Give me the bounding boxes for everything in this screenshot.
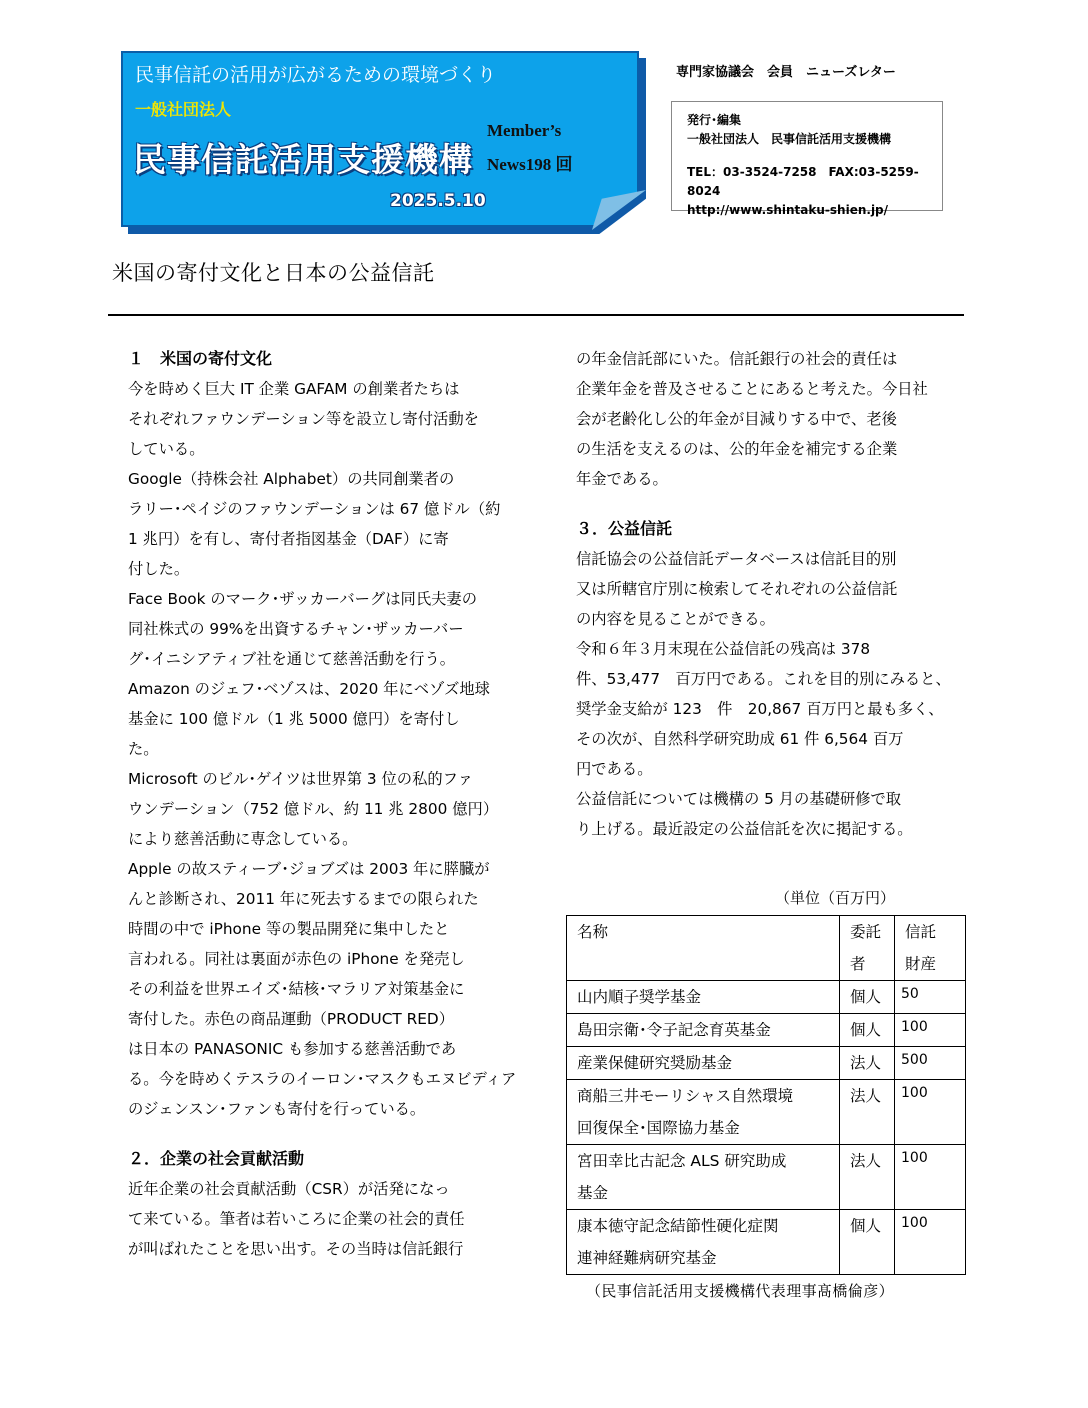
cell-line: 回復保全･国際協力基金 (577, 1119, 740, 1137)
paragraph (128, 584, 528, 674)
text-line: 又は所轄官庁別に検索してそれぞれの公益信託 (576, 580, 898, 598)
issue-date: 2025.5.10 (390, 191, 486, 211)
right-column (576, 344, 976, 844)
text-line: 令和６年３月末現在公益信託の残高は 378 (576, 640, 871, 658)
text-line: 円である。 (576, 760, 653, 778)
table-row (567, 1014, 966, 1047)
text-line: た。 (128, 740, 159, 758)
public-trust-table (566, 915, 966, 1275)
text-line: その利益を世界エイズ･結核･マラリア対策基金に (128, 980, 465, 998)
paragraph (576, 784, 976, 844)
text-line: が叫ばれたことを思い出す。その当時は信託銀行 (128, 1240, 464, 1258)
publisher-label: 発行･編集 (687, 113, 742, 127)
text-line: ラリー･ペイジのファウンデーションは 67 億ドル（約 (128, 500, 501, 518)
publisher-url[interactable]: http://www.shintaku-shien.jp/ (687, 203, 889, 217)
cell-line: 宮田幸比古記念 ALS 研究助成 (577, 1152, 787, 1170)
paragraph (128, 374, 528, 464)
text-line: のジェンスン･ファンも寄付を行っている。 (128, 1100, 426, 1118)
section-1-heading: １ 米国の寄付文化 (128, 349, 273, 368)
text-line: の内容を見ることができる。 (576, 610, 775, 628)
text-line: 公益信託については機構の 5 月の基礎研修で取 (576, 790, 902, 808)
text-line: 企業年金を普及させることにあると考えた。今日社 (576, 380, 928, 398)
text-line: 会が老齢化し公的年金が目減りする中で、老後 (576, 410, 897, 428)
text-line: て来ている。筆者は若いころに企業の社会的責任 (128, 1210, 465, 1228)
text-line: の生活を支えるのは、公的年金を補完する企業 (576, 440, 898, 458)
article-title: 米国の寄付文化と日本の公益信託 (112, 261, 435, 285)
cell-name (567, 1145, 840, 1210)
text-line: 信託協会の公益信託データベースは信託目的別 (576, 550, 897, 568)
section-2-heading: ２．企業の社会貢献活動 (128, 1149, 305, 1168)
cell-settlor: 個人 (840, 981, 895, 1014)
cell-amount: 100 (895, 1014, 966, 1047)
cell-amount: 100 (895, 1145, 966, 1210)
cell-amount: 50 (895, 981, 966, 1014)
author-signature: （民事信託活用支援機構代表理事髙橋倫彦） (586, 1282, 895, 1300)
text-line: 同社株式の 99%を出資するチャン･ザッカーバー (128, 620, 464, 638)
text-line: により慈善活動に専念している。 (128, 830, 358, 848)
publisher-name: 一般社団法人 民事信託活用支援機構 (687, 132, 892, 146)
text-line: ウンデーション（752 億ドル、約 11 兆 2800 億円） (128, 800, 499, 818)
table-row (567, 1210, 966, 1275)
text-line: Apple の故スティーブ･ジョブズは 2003 年に膵臓が (128, 860, 490, 878)
left-column (128, 344, 528, 1264)
text-line: Google（持株会社 Alphabet）の共同創業者の (128, 470, 455, 488)
council-line: 専門家協議会 会員 ニューズレター (676, 65, 896, 80)
text-line: んと診断され、2011 年に死去するまでの限られた (128, 890, 479, 908)
cell-amount: 100 (895, 1080, 966, 1145)
header-line: 信託 (905, 923, 937, 941)
text-line: 1 兆円）を有し、寄付者指図基金（DAF）に寄 (128, 530, 449, 548)
banner-org-name: 民事信託活用支援機構 (133, 140, 473, 179)
cell-line: 康本徳守記念結節性硬化症関 (577, 1217, 779, 1235)
paragraph (128, 1174, 528, 1264)
cell-settlor: 法人 (840, 1080, 895, 1145)
cell-name: 島田宗衛･令子記念育英基金 (567, 1014, 840, 1047)
text-line: は日本の PANASONIC も参加する慈善活動であ (128, 1040, 457, 1058)
cell-line: 連神経難病研究基金 (577, 1249, 717, 1267)
spacer (576, 494, 976, 514)
paragraph (576, 344, 976, 494)
paragraph (576, 544, 976, 634)
cell-settlor: 法人 (840, 1047, 895, 1080)
text-line: 奨学金支給が 123 件 20,867 百万円と最も多く、 (576, 700, 944, 718)
text-line: 時間の中で iPhone 等の製品開発に集中したと (128, 920, 450, 938)
paragraph (576, 634, 976, 784)
members-news-label (487, 114, 572, 182)
header-line: 財産 (905, 955, 937, 973)
header-line: 者 (850, 955, 866, 973)
paragraph (128, 764, 528, 854)
text-line: 件、53,477 百万円である。これを目的別にみると、 (576, 670, 951, 688)
banner-corp-type: 一般社団法人 (135, 100, 232, 119)
text-line: それぞれファウンデーション等を設立し寄付活動を (128, 410, 479, 428)
publisher-contact: TEL：03-3524-7258 FAX:03-5259-8024 (687, 165, 919, 198)
news-issue: News198 回 (487, 155, 573, 174)
banner-tagline: 民事信託の活用が広がるための環境づくり (135, 64, 497, 86)
cell-line: 商船三井モーリシャス自然環境 (577, 1087, 794, 1105)
paragraph (128, 854, 528, 1124)
cell-settlor: 個人 (840, 1014, 895, 1047)
text-line: Face Book のマーク･ザッカーバーグは同氏夫妻の (128, 590, 478, 608)
paragraph (128, 464, 528, 584)
table-row (567, 981, 966, 1014)
title-divider (108, 314, 964, 316)
members-label: Member’s (487, 121, 562, 140)
cell-name (567, 1080, 840, 1145)
table-header-row (567, 916, 966, 981)
text-line: 基金に 100 億ドル（1 兆 5000 億円）を寄付し (128, 710, 460, 728)
header-settlor (840, 916, 895, 981)
text-line: の年金信託部にいた。信託銀行の社会的責任は (576, 350, 898, 368)
table-row (567, 1047, 966, 1080)
table-row (567, 1080, 966, 1145)
cell-name: 産業保健研究奨励基金 (567, 1047, 840, 1080)
text-line: 近年企業の社会貢献活動（CSR）が活発になっ (128, 1180, 450, 1198)
cell-line: 基金 (577, 1184, 609, 1202)
spacer (128, 1124, 528, 1144)
text-line: Amazon のジェフ･ベゾスは、2020 年にベゾズ地球 (128, 680, 490, 698)
text-line: Microsoft のビル･ゲイツは世界第 3 位の私的ファ (128, 770, 473, 788)
cell-settlor: 法人 (840, 1145, 895, 1210)
table-row (567, 1145, 966, 1210)
text-line: 寄付した。赤色の商品運動（PRODUCT RED） (128, 1010, 454, 1028)
cell-settlor: 個人 (840, 1210, 895, 1275)
header-amount (895, 916, 966, 981)
header-name: 名称 (567, 916, 840, 981)
text-line: 今を時めく巨大 IT 企業 GAFAM の創業者たちは (128, 380, 460, 398)
text-line: している。 (128, 440, 205, 458)
paragraph (128, 674, 528, 764)
cell-amount: 100 (895, 1210, 966, 1275)
text-line: その次が、自然科学研究助成 61 件 6,564 百万 (576, 730, 904, 748)
cell-amount: 500 (895, 1047, 966, 1080)
text-line: グ･イニシアティブ社を通じて慈善活動を行う。 (128, 650, 456, 668)
header-line: 委託 (850, 923, 882, 941)
publisher-box (671, 101, 943, 217)
table-unit-label: （単位（百万円） (775, 889, 896, 907)
text-line: り上げる。最近設定の公益信託を次に掲記する。 (576, 820, 913, 838)
section-3-heading: ３．公益信託 (576, 519, 673, 538)
text-line: 言われる。同社は裏面が赤色の iPhone を発売し (128, 950, 465, 968)
text-line: る。今を時めくテスラのイーロン･マスクもエヌビディア (128, 1070, 517, 1088)
cell-name: 山内順子奨学基金 (567, 981, 840, 1014)
text-line: 付した。 (128, 560, 190, 578)
text-line: 年金である。 (576, 470, 668, 488)
cell-name (567, 1210, 840, 1275)
